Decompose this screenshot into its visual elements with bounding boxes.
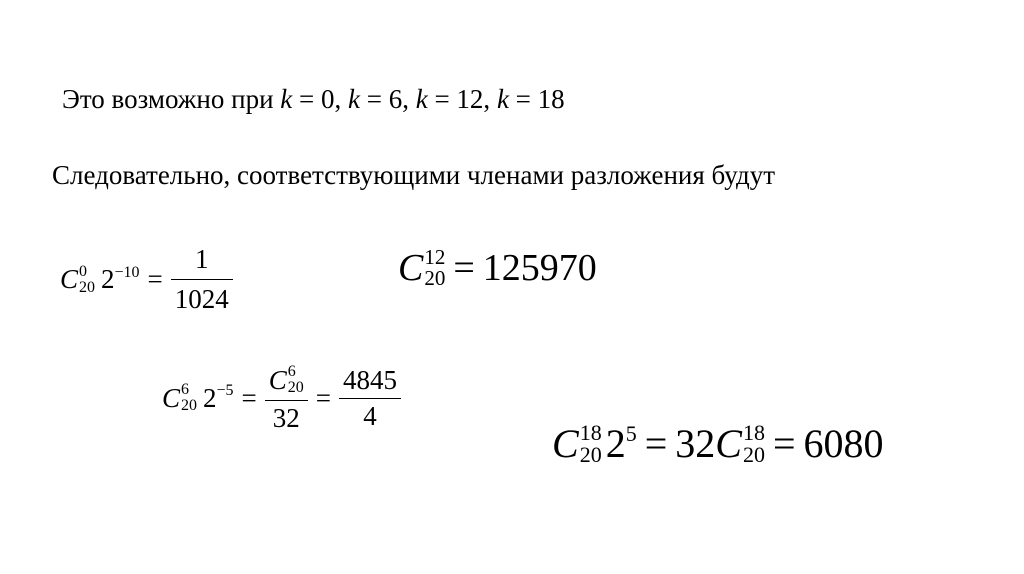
binomial-c: C [60,264,79,294]
binomial-sup: 18 [742,419,765,445]
fraction-bar [339,398,401,399]
fraction [171,246,233,313]
k-var: k [280,84,293,114]
equals-sign: = [453,247,475,289]
formula-k18 [552,420,884,467]
fraction [339,364,401,431]
binomial-sup: 6 [287,363,296,380]
fraction-numerator [265,364,308,396]
power-exponent: −5 [216,382,234,399]
k-value-6: = 6, [359,84,416,114]
binomial-indices [742,419,765,467]
binomial-indices [424,247,445,289]
binomial-sup: 6 [181,381,190,398]
k-var: k [496,84,509,114]
fraction-bar [171,279,233,280]
fraction-numerator: 1 [195,244,209,274]
equals-sign: = [241,382,257,413]
power-base: 2 [605,421,626,466]
binomial-sup: 12 [424,245,446,269]
binomial-indices [181,382,197,414]
power-base: 2 [101,264,115,294]
binomial-sub: 20 [742,441,765,467]
power-exponent: −10 [114,263,140,281]
equals-sign: = [315,382,332,413]
binomial-sub: 20 [424,266,446,290]
condition-line [62,84,565,115]
fraction-denominator: 32 [272,403,300,433]
condition-prefix: Это возможно при [62,84,281,114]
formula-k6 [162,364,401,432]
binomial-sup: 18 [579,419,602,445]
k-var: k [348,84,360,114]
k-var: k [415,84,428,114]
k-value-18: = 18 [508,84,565,114]
binomial-sup: 0 [79,262,88,280]
binomial-c: C [715,421,742,466]
binomial-sub: 20 [287,379,304,396]
result-value: 6080 [803,421,884,466]
result-value: 125970 [482,247,597,289]
coefficient: 32 [675,421,716,466]
binomial-c: C [268,364,287,395]
fraction-bar [265,400,308,401]
fraction-denominator: 1024 [174,284,229,314]
conclusion-line: Следовательно, соответствующими членами разложения будут [52,160,776,190]
power-exponent: 5 [625,420,637,446]
equals-sign: = [772,421,796,466]
binomial-sub: 20 [579,441,602,467]
power-base: 2 [203,382,217,413]
binomial-c: C [552,421,579,466]
formula-k0 [60,246,233,313]
binomial-c: C [162,382,181,413]
formula-k12 [398,246,597,290]
k-value-12: = 12, [427,84,497,114]
fraction-numerator: 4845 [343,364,398,395]
binomial-indices [79,264,95,296]
equals-sign: = [644,421,668,466]
k-value-0: = 0, [292,84,348,114]
binomial-sub: 20 [181,397,198,414]
binomial-indices [579,419,602,467]
binomial-indices [288,364,304,396]
fraction-denominator: 4 [363,400,377,431]
binomial-sub: 20 [79,278,96,296]
fraction [265,364,308,432]
equals-sign: = [147,264,163,294]
binomial-c: C [398,247,424,289]
